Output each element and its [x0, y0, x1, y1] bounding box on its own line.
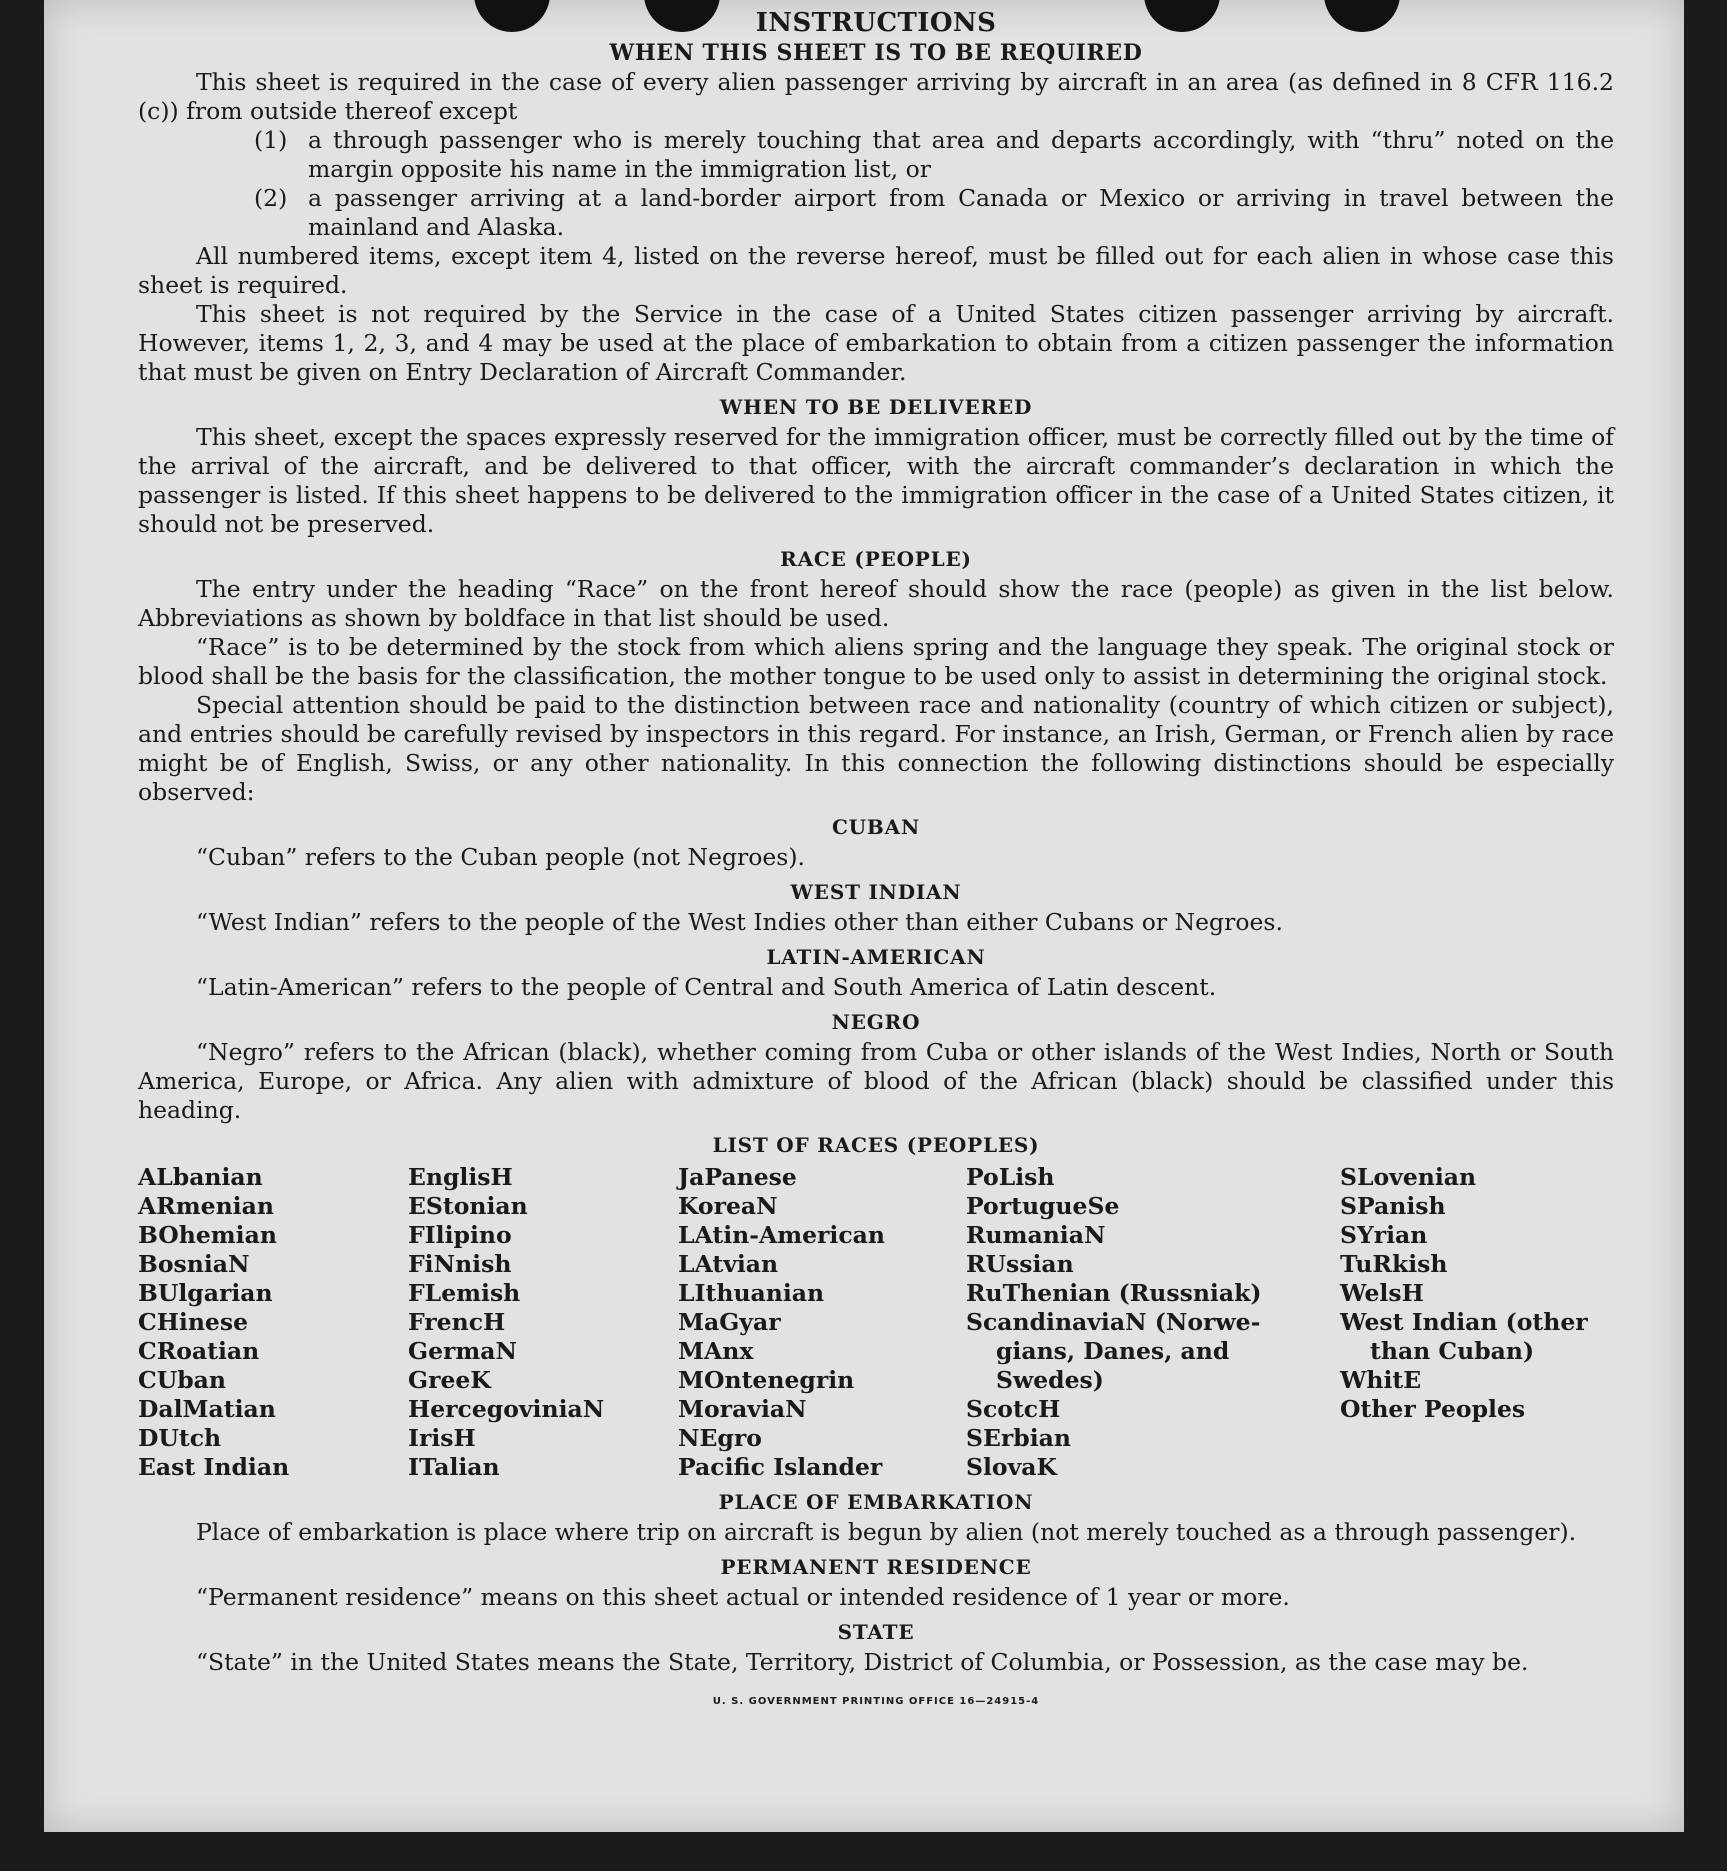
race-entry: West Indian (other: [1340, 1308, 1588, 1336]
section-heading-delivered: WHEN TO BE DELIVERED: [719, 395, 1033, 419]
race-entry: ITalian: [408, 1453, 500, 1481]
section-heading-state: STATE: [837, 1620, 915, 1644]
race-entry: HercegoviniaN: [408, 1395, 605, 1423]
race-entry: MoraviaN: [678, 1395, 807, 1423]
race-entry: SLovenian: [1340, 1163, 1477, 1191]
exception-item: [138, 184, 1614, 242]
race-entry: SlovaK: [966, 1453, 1057, 1481]
negro-definition: “Negro” refers to the African (black), whether coming from Cuba or other islands of the West Indies, North or South America, Europe, or Africa. Any alien with admixture of blood of the African (black) should be classified under this heading.: [138, 1038, 1614, 1124]
state-definition: “State” in the United States means the State, Territory, District of Columbia, or Possession, as the case may be.: [196, 1648, 1529, 1676]
required-intro: This sheet is required in the case of every alien passenger arriving by aircraft in an area (as defined in 8 CFR 116.2 (c)) from outside thereof except: [138, 68, 1614, 125]
race-entry: LAtvian: [678, 1250, 779, 1278]
race-entry: BosniaN: [138, 1250, 250, 1278]
embarkation-definition: Place of embarkation is place where trip on aircraft is begun by alien (not merely touched as a through passenger).: [196, 1518, 1577, 1546]
race-entry: BOhemian: [138, 1221, 277, 1249]
race-entry: LAtin-American: [678, 1221, 885, 1249]
race-entry: gians, Danes, and: [996, 1337, 1230, 1365]
exception-text: a passenger arriving at a land-border airport from Canada or Mexico or arriving in travel between the mainland and Alaska.: [308, 184, 1614, 241]
race-entry: MaGyar: [678, 1308, 781, 1336]
section-heading-latin-american: LATIN-AMERICAN: [766, 945, 986, 969]
race-entry: EStonian: [408, 1192, 528, 1220]
race-list-column: [678, 1163, 962, 1482]
section-heading-negro: NEGRO: [831, 1010, 921, 1034]
race-entry: FiNnish: [408, 1250, 512, 1278]
race-entry: TuRkish: [1340, 1250, 1448, 1278]
document-page: [44, 0, 1684, 1832]
race-list-column: [138, 1163, 404, 1482]
race-list-column: [1340, 1163, 1602, 1482]
race-entry: SPanish: [1340, 1192, 1446, 1220]
race-entry: FrencH: [408, 1308, 506, 1336]
required-paragraph-items: All numbered items, except item 4, listed on the reverse hereof, must be filled out for each alien in whose case this sheet is required.: [138, 242, 1614, 299]
exception-text: a through passenger who is merely touching that area and departs accordingly, with “thru” noted on the margin opposite his name in the immigration list, or: [308, 126, 1614, 183]
section-heading-residence: PERMANENT RESIDENCE: [720, 1555, 1032, 1579]
section-heading-race: RACE (PEOPLE): [780, 547, 972, 571]
race-entry: DUtch: [138, 1424, 222, 1452]
race-entry: KoreaN: [678, 1192, 778, 1220]
race-entry: than Cuban): [1370, 1337, 1535, 1365]
race-entry: DalMatian: [138, 1395, 276, 1423]
race-entry: IrisH: [408, 1424, 476, 1452]
race-entry: WhitE: [1340, 1366, 1422, 1394]
race-entry: ScandinaviaN (Norwe-: [966, 1308, 1261, 1336]
required-paragraph-citizen: This sheet is not required by the Service in the case of a United States citizen passenger arriving by aircraft. However, items 1, 2, 3, and 4 may be used at the place of embarkation to obtain from a citizen passenger the information that must be given on Entry Declaration of Aircraft Commander.: [138, 300, 1614, 386]
race-entry: SYrian: [1340, 1221, 1428, 1249]
race-entry: NEgro: [678, 1424, 762, 1452]
exception-number: (2): [254, 184, 288, 212]
race-paragraph-distinction: Special attention should be paid to the distinction between race and nationality (country of which citizen or subject), and entries should be carefully revised by inspectors in this regard. For instance, an Irish, German, or French alien by race might be of English, Swiss, or any other nationality. In this connection the following distinctions should be especially observed:: [138, 691, 1614, 806]
residence-definition: “Permanent residence” means on this sheet actual or intended residence of 1 year or more.: [196, 1583, 1290, 1611]
printing-office-footer: U. S. GOVERNMENT PRINTING OFFICE 16—24915-4: [712, 1696, 1040, 1707]
race-entry: ScotcH: [966, 1395, 1061, 1423]
race-entry: PoLish: [966, 1163, 1055, 1191]
delivered-paragraph: This sheet, except the spaces expressly reserved for the immigration officer, must be correctly filled out by the time of the arrival of the aircraft, and be delivered to that officer, with the aircraft commander’s declaration in which the passenger is listed. If this sheet happens to be delivered to the immigration officer in the case of a United States citizen, it should not be preserved.: [138, 423, 1614, 538]
section-heading-required: WHEN THIS SHEET IS TO BE REQUIRED: [609, 40, 1143, 66]
race-entry: WelsH: [1340, 1279, 1424, 1307]
race-entry: FIlipino: [408, 1221, 512, 1249]
race-entry: BUlgarian: [138, 1279, 273, 1307]
race-entry: GreeK: [408, 1366, 491, 1394]
instructions-body: [138, 8, 1614, 1716]
race-entry: ARmenian: [138, 1192, 274, 1220]
race-entry: EnglisH: [408, 1163, 513, 1191]
race-entry: Pacific Islander: [678, 1453, 883, 1481]
race-entry: LIthuanian: [678, 1279, 825, 1307]
race-entry: GermaN: [408, 1337, 517, 1365]
race-entry: JaPanese: [678, 1163, 797, 1191]
race-entry: SErbian: [966, 1424, 1071, 1452]
race-entry: MAnx: [678, 1337, 754, 1365]
race-entry: Swedes): [996, 1366, 1104, 1394]
section-heading-cuban: CUBAN: [831, 815, 921, 839]
race-entry: RumaniaN: [966, 1221, 1106, 1249]
page-title: INSTRUCTIONS: [755, 8, 997, 38]
race-list-column: [966, 1163, 1336, 1482]
race-entry: CRoatian: [138, 1337, 260, 1365]
race-entry: RUssian: [966, 1250, 1074, 1278]
race-entry: FLemish: [408, 1279, 521, 1307]
exception-number: (1): [254, 126, 288, 154]
race-entry: Other Peoples: [1340, 1395, 1526, 1423]
section-heading-west-indian: WEST INDIAN: [790, 880, 962, 904]
race-list-column: [408, 1163, 674, 1482]
latin-american-definition: “Latin-American” refers to the people of Central and South America of Latin descent.: [196, 973, 1217, 1001]
race-entry: PortugueSe: [966, 1192, 1120, 1220]
west-indian-definition: “West Indian” refers to the people of the West Indies other than either Cubans or Negroes.: [196, 908, 1283, 936]
race-entry: MOntenegrin: [678, 1366, 855, 1394]
race-entry: RuThenian (Russniak): [966, 1279, 1262, 1307]
race-entry: CHinese: [138, 1308, 249, 1336]
race-entry: ALbanian: [138, 1163, 263, 1191]
cuban-definition: “Cuban” refers to the Cuban people (not Negroes).: [196, 843, 806, 871]
race-paragraph-entry: The entry under the heading “Race” on the front hereof should show the race (people) as given in the list below. Abbreviations as shown by boldface in that list should be used.: [138, 575, 1614, 632]
race-list: [138, 1163, 1614, 1482]
section-heading-race-list: LIST OF RACES (PEOPLES): [712, 1133, 1040, 1157]
race-paragraph-stock: “Race” is to be determined by the stock from which aliens spring and the language they speak. The original stock or blood shall be the basis for the classification, the mother tongue to be used only to assist in determining the original stock.: [138, 633, 1614, 690]
race-entry: CUban: [138, 1366, 226, 1394]
exception-item: [138, 126, 1614, 184]
section-heading-embarkation: PLACE OF EMBARKATION: [718, 1490, 1034, 1514]
race-entry: East Indian: [138, 1453, 290, 1481]
